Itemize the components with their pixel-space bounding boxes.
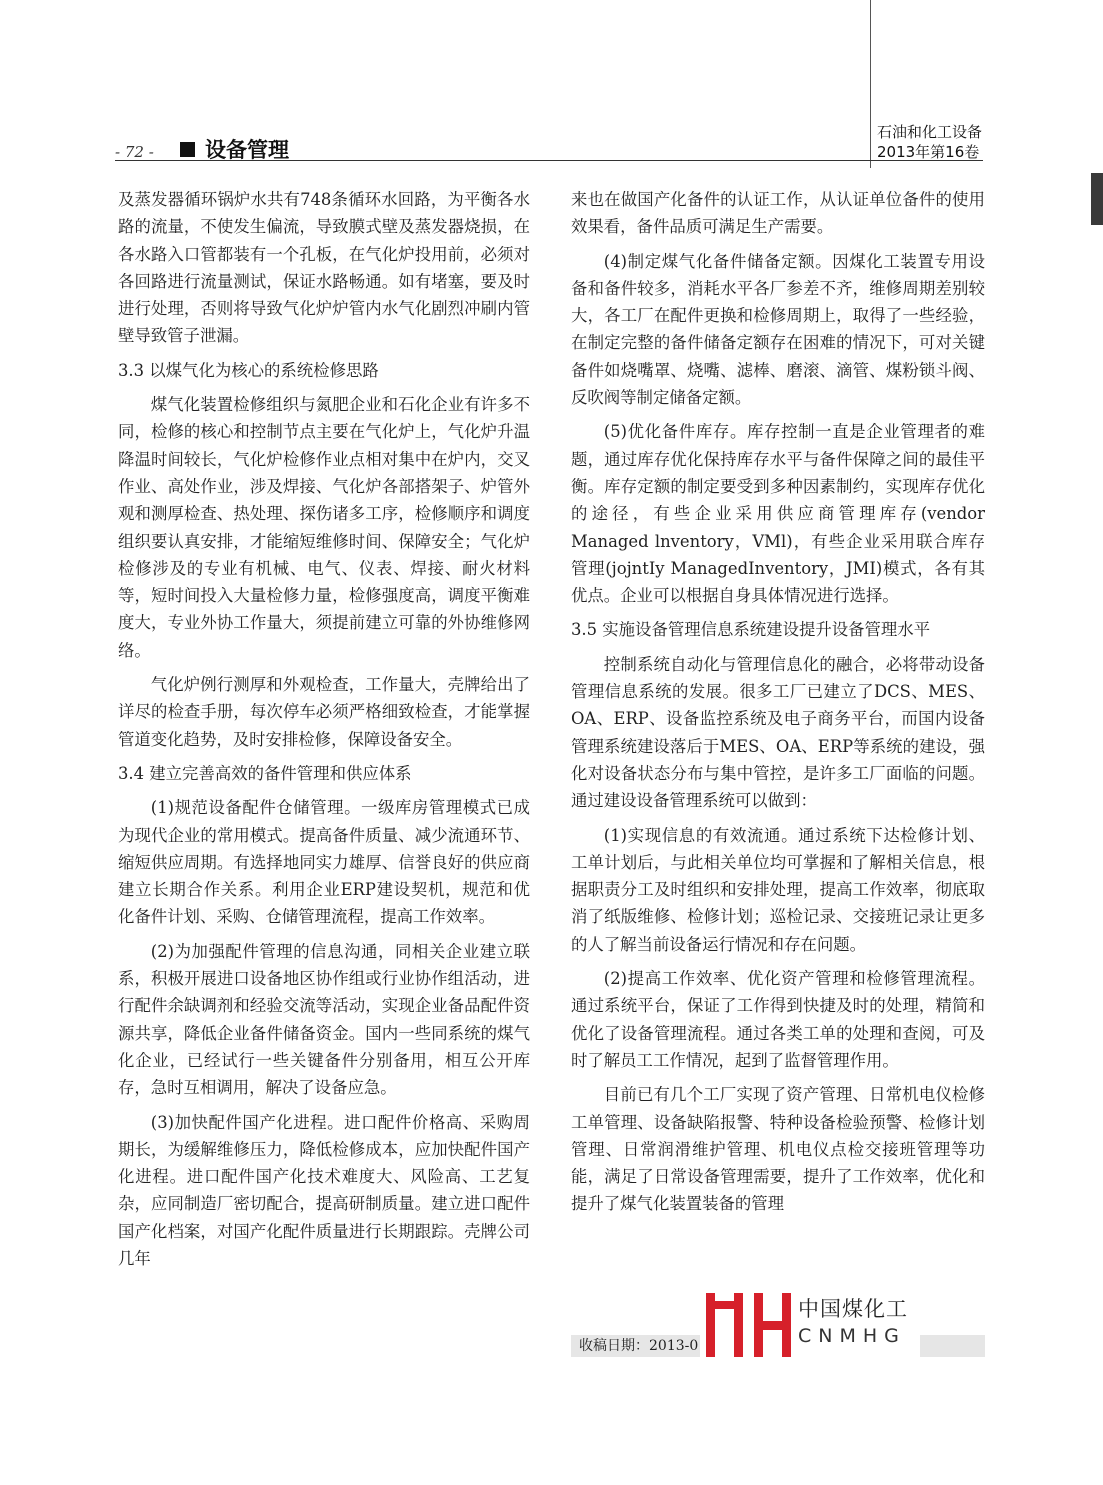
mh-logo-icon bbox=[700, 1293, 796, 1357]
paragraph: (3)加快配件国产化进程。进口配件价格高、采购周期长，为缓解维修压力，降低检修成本，应加快配件国产化进程。进口配件国产化技术难度大、风险高、工艺复杂，应同制造厂密切配合，提高研制质量。建立进口配件国产化档案，对国产化配件质量进行长期跟踪。壳牌公司几年 bbox=[118, 1112, 530, 1268]
section-title bbox=[180, 134, 289, 164]
paragraph: 煤气化装置检修组织与氮肥企业和石化企业有许多不同，检修的核心和控制节点主要在气化炉上，气化炉升温降温时间较长，气化炉检修作业点相对集中在炉内，交叉作业、高处作业，涉及焊接、气化炉各部搭架子、炉管外观和测厚检查、热处理、探伤诸多工序，检修顺序和调度组织要认真安排，才能缩短维修时间、保障安全；气化炉检修涉及的专业有机械、电气、仪表、焊接、耐火材料等，短时间投入大量检修力量，检修强度高，调度平衡难度大，专业外协工作量大，须提前建立可靠的外协维修网络。 bbox=[118, 395, 530, 660]
journal-info bbox=[877, 122, 982, 162]
watermark-en: CNMHG bbox=[798, 1325, 906, 1347]
subsection-heading: 3.3 以煤气化为核心的系统检修思路 bbox=[118, 360, 379, 380]
left-column bbox=[118, 186, 530, 1279]
paragraph: 控制系统自动化与管理信息化的融合，必将带动设备管理信息系统的发展。很多工厂已建立了DCS、MES、OA、ERP、设备监控系统及电子商务平台，而国内设备管理系统建设落后于MES、OA、ERP等系统的建设，强化对设备状态分布与集中管控，是许多工厂面临的问题。通过建设设备管理系统可以做到： bbox=[571, 654, 985, 811]
watermark-logo bbox=[700, 1293, 920, 1357]
paragraph: 来也在做国产化备件的认证工作，从认证单位备件的使用效果看，备件品质可满足生产需要。 bbox=[571, 190, 985, 237]
paragraph: (2)提高工作效率、优化资产管理和检修管理流程。通过系统平台，保证了工作得到快捷及时的处理，精简和优化了设备管理流程。通过各类工单的处理和查阅，可及时了解员工工作情况，起到了监督管理作用。 bbox=[571, 969, 985, 1070]
paragraph: 气化炉例行测厚和外观检查，工作量大，壳牌给出了详尽的检查手册，每次停车必须严格细致检查，才能掌握管道变化趋势，及时安排检修，保障设备安全。 bbox=[118, 675, 530, 749]
page-number: - 72 - bbox=[115, 143, 154, 161]
journal-issue: 2013年第16卷 bbox=[877, 143, 980, 161]
right-column bbox=[571, 186, 985, 1225]
page-edge-tab bbox=[1091, 173, 1103, 225]
paragraph: (1)实现信息的有效流通。通过系统下达检修计划、工单计划后，与此相关单位均可掌握和了解相关信息，根据职责分工及时组织和安排处理，提高工作效率，彻底取消了纸版维修、检修计划；巡检记录、交接班记录让更多的人了解当前设备运行情况和存在问题。 bbox=[571, 825, 985, 954]
subsection-heading: 3.4 建立完善高效的备件管理和供应体系 bbox=[118, 763, 412, 783]
journal-name: 石油和化工设备 bbox=[877, 123, 983, 141]
paragraph: (4)制定煤气化备件储备定额。因煤化工装置专用设备和备件较多，消耗水平各厂参差不齐，维修周期差别较大，各工厂在配件更换和检修周期上，取得了一些经验，在制定完整的备件储备定额存在困难的情况下，可对关键备件如烧嘴罩、烧嘴、滤棒、磨滚、滴管、煤粉锁斗阀、反吹阀等制定储备定额。 bbox=[571, 251, 985, 408]
header-vertical-rule bbox=[870, 0, 871, 168]
watermark-cn: 中国煤化工 bbox=[798, 1297, 908, 1321]
paragraph: (1)规范设备配件仓储管理。一级库房管理模式已成为现代企业的常用模式。提高备件质量、减少流通环节、缩短供应周期。有选择地同实力雄厚、信誉良好的供应商建立长期合作关系。利用企业ERP建设契机，规范和优化备件计划、采购、仓储管理流程，提高工作效率。 bbox=[118, 798, 530, 927]
logo-stroke bbox=[754, 1321, 791, 1330]
paragraph: 目前已有几个工厂实现了资产管理、日常机电仪检修工单管理、设备缺陷报警、特种设备检验预警、检修计划管理、日常润滑维护管理、机电仪点检交接班管理等功能，满足了日常设备管理需要，提升了工作效率，优化和提升了煤气化装置装备的管理 bbox=[571, 1085, 985, 1214]
paragraph: 及蒸发器循环锅炉水共有748条循环水回路，为平衡各水路的流量，不使发生偏流，导致膜式壁及蒸发器烧损，在各水路入口管都装有一个孔板，在气化炉投用前，必须对各回路进行流量测试，保证水路畅通。如有堵塞，要及时进行处理，否则将导致气化炉炉管内水气化剧烈冲刷内管壁导致管子泄漏。 bbox=[118, 190, 530, 346]
subsection-heading: 3.5 实施设备管理信息系统建设提升设备管理水平 bbox=[571, 620, 931, 640]
square-bullet-icon bbox=[180, 142, 195, 157]
paragraph: (2)为加强配件管理的信息沟通，同相关企业建立联系，积极开展进口设备地区协作组或行业协作组活动，进行配件余缺调剂和经验交流等活动，实现企业备品配件资源共享，降低企业备件储备资金。国内一些同系统的煤气化企业，已经试行一些关键备件分别备用，相互公开库存，急时互相调用，解决了设备应急。 bbox=[118, 941, 530, 1098]
logo-stroke bbox=[706, 1301, 743, 1309]
section-title-text: 设备管理 bbox=[205, 138, 289, 162]
paragraph: (5)优化备件库存。库存控制一直是企业管理者的难题，通过库存优化保持库存水平与备件保障之间的最佳平衡。库存定额的制定要受到多种因素制约，实现库存优化的途径，有些企业采用供应商管理库存(vendor Managed lnventory，VMl)，有些企业采用联合库存管理(jojntIy ManagedInventory，JMI)模式，各有其优点。企业可以根据自身具体情况进行选择。 bbox=[571, 422, 985, 606]
received-date: 收稿日期：2013-0 bbox=[571, 1335, 985, 1357]
